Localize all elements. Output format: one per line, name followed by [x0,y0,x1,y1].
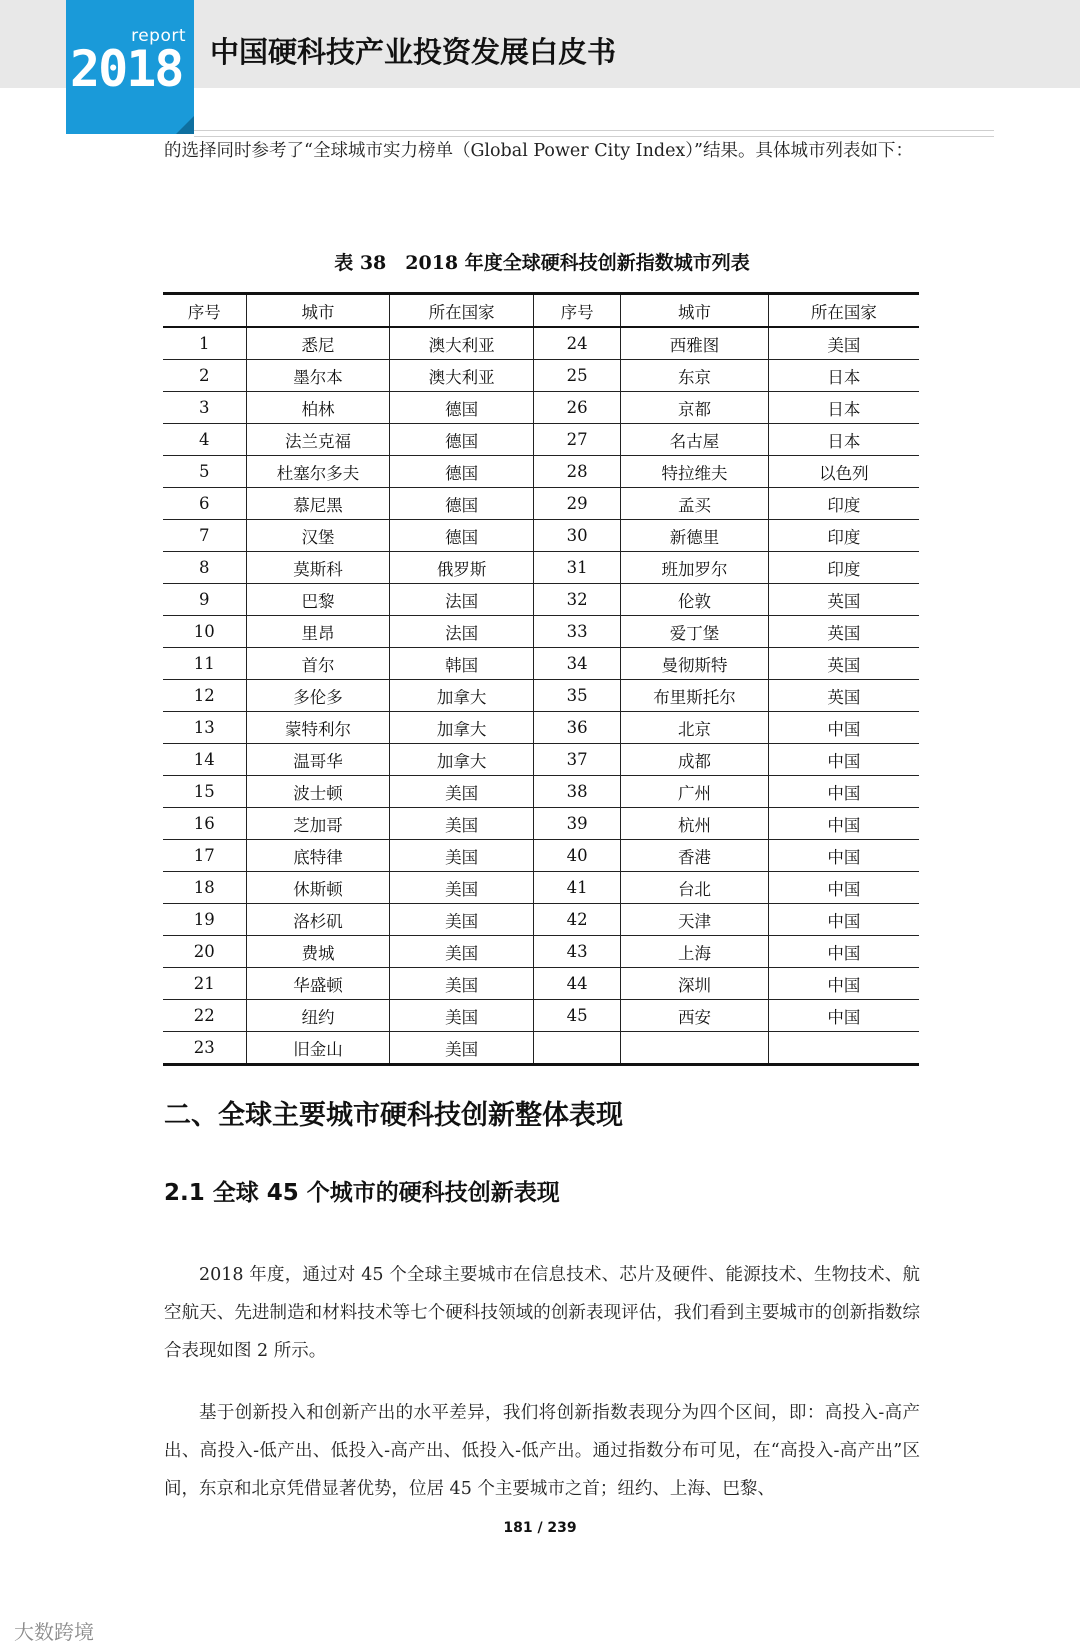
table-row [163,424,919,456]
cell-index: 42 [533,904,620,936]
subsection-heading: 2.1 全球 45 个城市的硬科技创新表现 [164,1180,560,1206]
table-row [163,648,919,680]
cell-index: 18 [163,872,246,904]
cell-index: 3 [163,392,246,424]
table-row [163,584,919,616]
cell-index: 20 [163,936,246,968]
cell-country: 中国 [768,744,919,776]
cell-country: 美国 [390,872,534,904]
cell-index: 5 [163,456,246,488]
cell-index: 40 [533,840,620,872]
cell-index: 32 [533,584,620,616]
cell-country: 澳大利亚 [390,327,534,360]
cell-index: 6 [163,488,246,520]
cell-index: 25 [533,360,620,392]
cell-city: 曼彻斯特 [621,648,768,680]
body-paragraph-2: 基于创新投入和创新产出的水平差异，我们将创新指数表现分为四个区间，即：高投入-高产出、高投入-低产出、低投入-高产出、低投入-低产出。通过指数分布可见，在“高投入-高产出”区间，东京和北京凭借显著优势，位居 45 个主要城市之首；纽约、上海、巴黎、 [164,1403,920,1499]
cell-city: 西安 [621,1000,768,1032]
cell-country: 中国 [768,840,919,872]
cell-index: 7 [163,520,246,552]
table-caption: 表 38 2018 年度全球硬科技创新指数城市列表 [334,252,750,274]
cell-city [621,1032,768,1065]
table-row [163,872,919,904]
table-row [163,712,919,744]
cell-index: 9 [163,584,246,616]
cell-city: 慕尼黑 [246,488,390,520]
table-body [163,327,919,1065]
header-index-left: 序号 [163,294,246,328]
header-rule [194,130,994,131]
cell-country: 俄罗斯 [390,552,534,584]
cell-city: 柏林 [246,392,390,424]
cell-country: 德国 [390,520,534,552]
cell-city: 北京 [621,712,768,744]
table-row [163,520,919,552]
cell-city: 费城 [246,936,390,968]
cell-index: 8 [163,552,246,584]
cell-city: 旧金山 [246,1032,390,1065]
cell-index: 37 [533,744,620,776]
cell-country: 日本 [768,360,919,392]
cell-city: 伦敦 [621,584,768,616]
cell-country: 印度 [768,520,919,552]
table-row [163,1032,919,1065]
cell-index: 15 [163,776,246,808]
table-row [163,680,919,712]
cell-index: 12 [163,680,246,712]
cell-city: 成都 [621,744,768,776]
table-row [163,776,919,808]
table-header-row [163,294,919,328]
cell-index: 2 [163,360,246,392]
table-row [163,552,919,584]
cell-index: 34 [533,648,620,680]
cell-country: 中国 [768,1000,919,1032]
header-index-right: 序号 [533,294,620,328]
table-row [163,840,919,872]
cell-city: 西雅图 [621,327,768,360]
cell-index: 36 [533,712,620,744]
cell-country: 印度 [768,552,919,584]
cell-city: 上海 [621,936,768,968]
cell-country: 德国 [390,392,534,424]
table-row [163,360,919,392]
cell-index: 11 [163,648,246,680]
cell-index: 43 [533,936,620,968]
header-city-left: 城市 [246,294,390,328]
cell-index: 31 [533,552,620,584]
cell-country: 中国 [768,712,919,744]
cell-country: 日本 [768,424,919,456]
cell-country: 英国 [768,616,919,648]
cell-country: 以色列 [768,456,919,488]
cell-city: 温哥华 [246,744,390,776]
cell-country: 英国 [768,584,919,616]
cell-index: 14 [163,744,246,776]
cell-city: 东京 [621,360,768,392]
cell-index: 10 [163,616,246,648]
cell-city: 法兰克福 [246,424,390,456]
cell-country: 英国 [768,680,919,712]
header-country-left: 所在国家 [390,294,534,328]
cell-city: 新德里 [621,520,768,552]
table-row [163,904,919,936]
table-row [163,616,919,648]
city-list-table [163,292,919,1066]
cell-city: 蒙特利尔 [246,712,390,744]
report-logo [66,0,194,134]
cell-city: 布里斯托尔 [621,680,768,712]
cell-index: 23 [163,1032,246,1065]
table-row [163,936,919,968]
cell-city: 台北 [621,872,768,904]
cell-country: 德国 [390,424,534,456]
cell-country [768,1032,919,1065]
logo-report-word: report [131,26,186,46]
cell-country: 美国 [390,968,534,1000]
page-number: 181 / 239 [503,1520,577,1536]
cell-index: 24 [533,327,620,360]
cell-city: 汉堡 [246,520,390,552]
cell-city: 底特律 [246,840,390,872]
cell-city: 特拉维夫 [621,456,768,488]
cell-index: 28 [533,456,620,488]
cell-city: 杭州 [621,808,768,840]
cell-city: 孟买 [621,488,768,520]
cell-index [533,1032,620,1065]
cell-country: 美国 [390,1000,534,1032]
cell-country: 德国 [390,456,534,488]
cell-country: 中国 [768,904,919,936]
cell-index: 39 [533,808,620,840]
cell-city: 纽约 [246,1000,390,1032]
cell-city: 广州 [621,776,768,808]
cell-index: 45 [533,1000,620,1032]
cell-city: 天津 [621,904,768,936]
body-paragraph-1: 2018 年度，通过对 45 个全球主要城市在信息技术、芯片及硬件、能源技术、生物技术、航空航天、先进制造和材料技术等七个硬科技领域的创新表现评估，我们看到主要城市的创新指数综合表现如图 2 所示。 [164,1265,920,1361]
cell-city: 名古屋 [621,424,768,456]
table-row [163,1000,919,1032]
cell-city: 多伦多 [246,680,390,712]
cell-city: 波士顿 [246,776,390,808]
cell-city: 首尔 [246,648,390,680]
cell-country: 中国 [768,808,919,840]
table-row [163,808,919,840]
table-row [163,488,919,520]
cell-index: 13 [163,712,246,744]
cell-city: 杜塞尔多夫 [246,456,390,488]
cell-country: 中国 [768,872,919,904]
cell-index: 30 [533,520,620,552]
table-row [163,456,919,488]
cell-country: 美国 [768,327,919,360]
cell-city: 巴黎 [246,584,390,616]
cell-index: 22 [163,1000,246,1032]
intro-paragraph: 的选择同时参考了“全球城市实力榜单（Global Power City Index）”结果。具体城市列表如下： [164,141,913,161]
cell-index: 26 [533,392,620,424]
cell-country: 美国 [390,808,534,840]
cell-index: 4 [163,424,246,456]
section-heading: 二、全球主要城市硬科技创新整体表现 [164,1100,623,1131]
cell-country: 加拿大 [390,680,534,712]
cell-country: 美国 [390,936,534,968]
cell-country: 美国 [390,776,534,808]
cell-index: 29 [533,488,620,520]
cell-city: 爱丁堡 [621,616,768,648]
cell-city: 华盛顿 [246,968,390,1000]
cell-index: 17 [163,840,246,872]
cell-index: 33 [533,616,620,648]
cell-city: 悉尼 [246,327,390,360]
cell-city: 香港 [621,840,768,872]
cell-index: 21 [163,968,246,1000]
cell-country: 法国 [390,616,534,648]
cell-country: 加拿大 [390,712,534,744]
cell-country: 法国 [390,584,534,616]
cell-index: 38 [533,776,620,808]
cell-country: 日本 [768,392,919,424]
cell-city: 莫斯科 [246,552,390,584]
cell-country: 中国 [768,776,919,808]
header-city-right: 城市 [621,294,768,328]
cell-city: 京都 [621,392,768,424]
cell-country: 澳大利亚 [390,360,534,392]
cell-index: 35 [533,680,620,712]
cell-city: 墨尔本 [246,360,390,392]
cell-index: 1 [163,327,246,360]
header-country-right: 所在国家 [768,294,919,328]
cell-index: 16 [163,808,246,840]
cell-country: 印度 [768,488,919,520]
cell-country: 韩国 [390,648,534,680]
cell-index: 44 [533,968,620,1000]
table-row [163,327,919,360]
document-title: 中国硬科技产业投资发展白皮书 [210,35,617,69]
table-row [163,392,919,424]
cell-country: 加拿大 [390,744,534,776]
table-row [163,968,919,1000]
cell-country: 英国 [768,648,919,680]
cell-index: 41 [533,872,620,904]
cell-country: 美国 [390,1032,534,1065]
cell-country: 美国 [390,840,534,872]
cell-country: 中国 [768,968,919,1000]
cell-index: 27 [533,424,620,456]
watermark: 大数跨境 [14,1620,94,1644]
cell-city: 休斯顿 [246,872,390,904]
table-row [163,744,919,776]
cell-city: 深圳 [621,968,768,1000]
cell-city: 里昂 [246,616,390,648]
cell-country: 美国 [390,904,534,936]
cell-country: 德国 [390,488,534,520]
cell-city: 洛杉矶 [246,904,390,936]
cell-city: 班加罗尔 [621,552,768,584]
logo-year: 2018 [70,40,183,98]
cell-country: 中国 [768,936,919,968]
cell-index: 19 [163,904,246,936]
cell-city: 芝加哥 [246,808,390,840]
